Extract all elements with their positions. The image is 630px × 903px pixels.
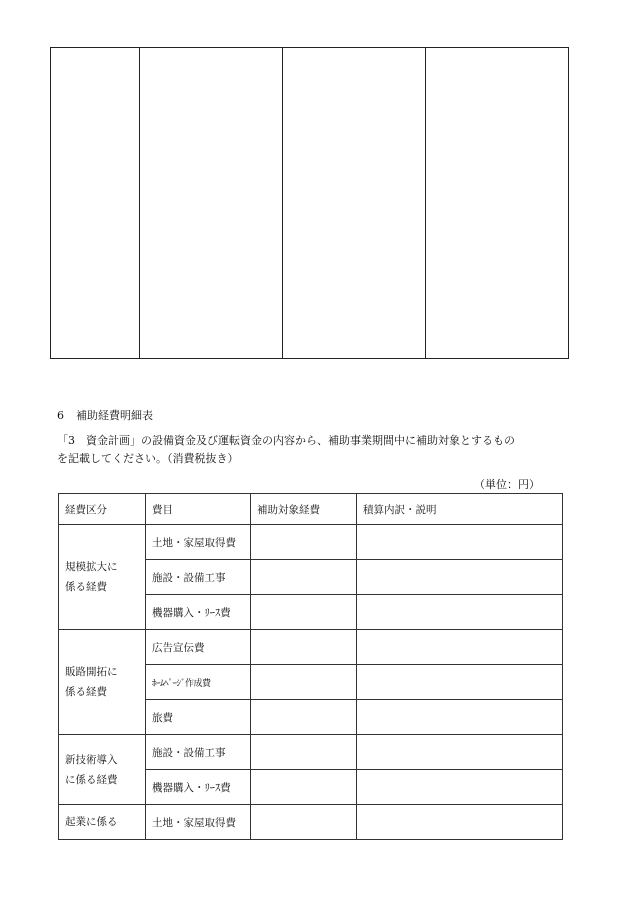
- blank-form-table: [50, 47, 569, 359]
- item-cell: [146, 560, 251, 595]
- item-label: 土地・家屋取得費: [152, 536, 236, 549]
- category-cell: [59, 805, 146, 840]
- item-cell: [146, 770, 251, 805]
- expense-table: [58, 493, 563, 840]
- category-label: 起業に係る: [65, 816, 118, 828]
- item-cell: [146, 735, 251, 770]
- blank-cell-2[interactable]: [140, 48, 283, 359]
- category-cell: [59, 735, 146, 805]
- section-number: 6: [57, 409, 64, 422]
- breakdown-cell[interactable]: [357, 665, 563, 700]
- header-item: 費目: [146, 494, 251, 525]
- table-row: [59, 735, 563, 770]
- item-cell: [146, 700, 251, 735]
- breakdown-cell[interactable]: [357, 700, 563, 735]
- item-label: 旅費: [152, 711, 173, 724]
- item-label: 施設・設備工事: [152, 746, 226, 759]
- header-eligible-expense: 補助対象経費: [251, 494, 357, 525]
- category-label: 係る経費: [65, 581, 107, 593]
- header-category: 経費区分: [59, 494, 146, 525]
- category-cell: [59, 525, 146, 630]
- intro-line-1: 「3 資金計画」の設備資金及び運転資金の内容から、補助事業期間中に補助対象とするもの: [57, 434, 515, 447]
- section-heading: [57, 409, 153, 423]
- item-label: ﾎｰﾑﾍﾟｰｼﾞ作成費: [152, 678, 211, 689]
- item-cell: [146, 805, 251, 840]
- table-row: [59, 805, 563, 840]
- header-breakdown: 積算内訳・説明: [357, 494, 563, 525]
- amount-cell[interactable]: [251, 665, 357, 700]
- amount-cell[interactable]: [251, 770, 357, 805]
- breakdown-cell[interactable]: [357, 735, 563, 770]
- breakdown-cell[interactable]: [357, 805, 563, 840]
- table-row: [59, 525, 563, 560]
- amount-cell[interactable]: [251, 525, 357, 560]
- amount-cell[interactable]: [251, 735, 357, 770]
- section-title: 補助経費明細表: [76, 409, 153, 422]
- category-label: 係る経費: [65, 686, 107, 698]
- item-cell: [146, 630, 251, 665]
- amount-cell[interactable]: [251, 595, 357, 630]
- amount-cell[interactable]: [251, 805, 357, 840]
- blank-cell-3[interactable]: [283, 48, 426, 359]
- table-header-row: [59, 494, 563, 525]
- amount-cell[interactable]: [251, 700, 357, 735]
- blank-cell-4[interactable]: [426, 48, 569, 359]
- unit-note: （単位：円）: [474, 478, 540, 491]
- category-label: 新技術導入: [65, 753, 118, 766]
- breakdown-cell[interactable]: [357, 595, 563, 630]
- item-label: 広告宣伝費: [152, 641, 205, 654]
- item-label: 土地・家屋取得費: [152, 816, 236, 829]
- category-label: 販路開拓に: [65, 666, 118, 678]
- section-intro: [57, 432, 569, 468]
- item-cell: [146, 595, 251, 630]
- intro-line-2: を記載してください。（消費税抜き）: [57, 452, 239, 465]
- amount-cell[interactable]: [251, 630, 357, 665]
- category-cell: [59, 630, 146, 735]
- item-label: 機器購入・ﾘｰｽ費: [152, 606, 231, 619]
- item-label: 施設・設備工事: [152, 571, 226, 584]
- category-label: に係る経費: [65, 773, 118, 786]
- breakdown-cell[interactable]: [357, 560, 563, 595]
- item-label: 機器購入・ﾘｰｽ費: [152, 781, 231, 794]
- table-row: [59, 630, 563, 665]
- blank-cell-1[interactable]: [51, 48, 140, 359]
- item-cell: [146, 665, 251, 700]
- breakdown-cell[interactable]: [357, 770, 563, 805]
- amount-cell[interactable]: [251, 560, 357, 595]
- breakdown-cell[interactable]: [357, 630, 563, 665]
- category-label: 規模拡大に: [65, 561, 118, 573]
- item-cell: [146, 525, 251, 560]
- breakdown-cell[interactable]: [357, 525, 563, 560]
